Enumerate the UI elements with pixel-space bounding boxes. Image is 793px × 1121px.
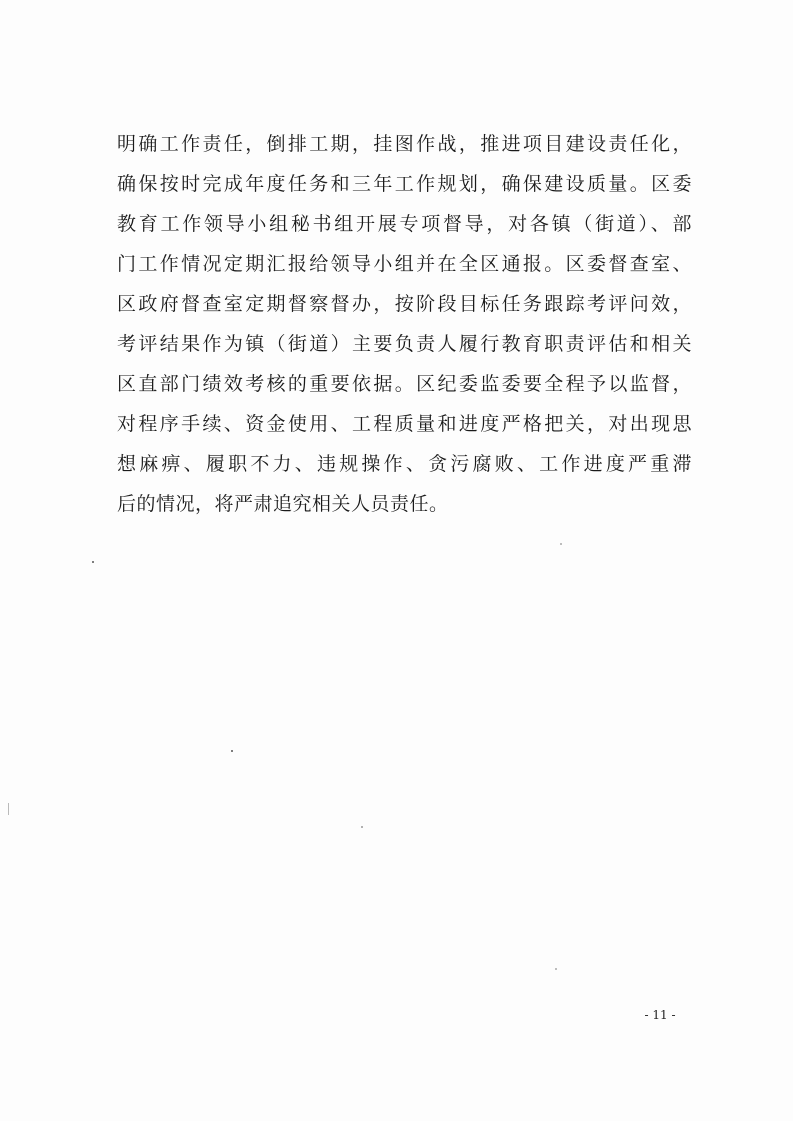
paragraph-line: 对程序手续、资金使用、工程质量和进度严格把关，对出现思 [117, 413, 692, 435]
paragraph-line: 考评结果作为镇（街道）主要负责人履行教育职责评估和相关 [117, 333, 692, 355]
paragraph-line: 确保按时完成年度任务和三年工作规划，确保建设质量。区委 [117, 173, 692, 195]
paragraph-line: 想麻痹、履职不力、违规操作、贪污腐败、工作进度严重滞 [117, 453, 692, 475]
paragraph-line: 后的情况，将严肃追究相关人员责任。 [117, 493, 449, 515]
paragraph-line: 明确工作责任，倒排工期，挂图作战，推进项目建设责任化， [117, 133, 692, 155]
scan-speck [92, 561, 94, 563]
paragraph-line: 教育工作领导小组秘书组开展专项督导，对各镇（街道）、部 [117, 213, 692, 235]
scan-speck [361, 826, 363, 828]
scan-speck [231, 750, 233, 752]
scan-speck [560, 543, 562, 545]
scan-speck [555, 968, 557, 970]
paragraph-line: 区政府督查室定期督察督办，按阶段目标任务跟踪考评问效， [117, 293, 692, 315]
body-paragraph [117, 124, 692, 524]
scan-speck [8, 803, 9, 815]
paragraph-line: 区直部门绩效考核的重要依据。区纪委监委要全程予以监督， [117, 373, 692, 395]
paragraph-line: 门工作情况定期汇报给领导小组并在全区通报。区委督查室、 [117, 253, 692, 275]
page-number: - 11 - [644, 1008, 676, 1022]
